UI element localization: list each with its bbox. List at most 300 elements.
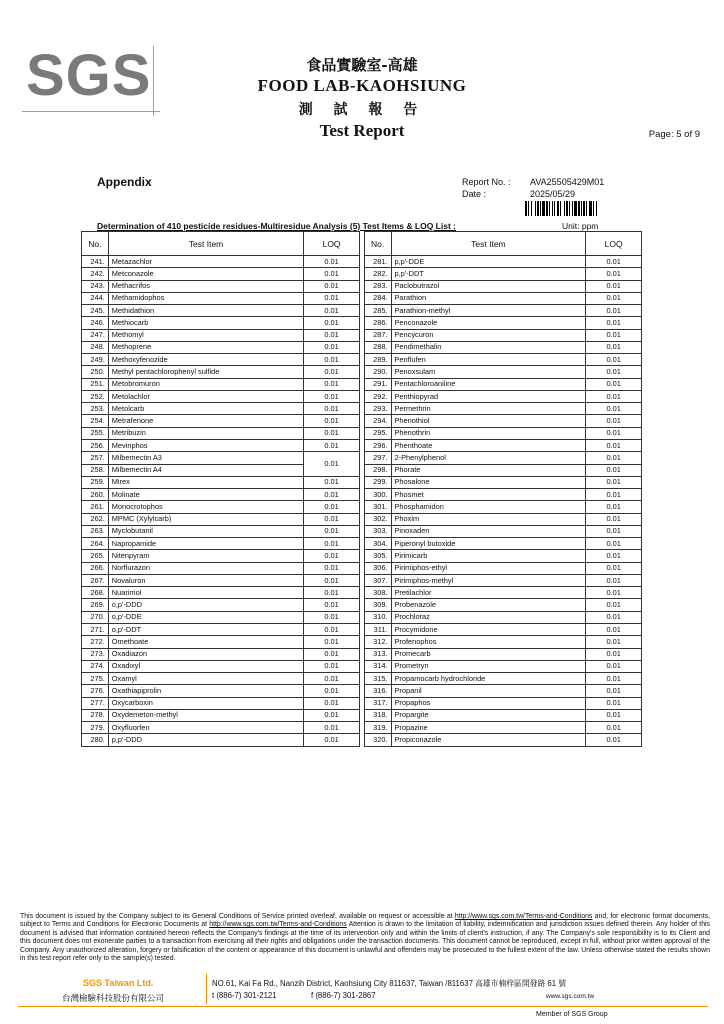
row-number: 278. bbox=[82, 709, 109, 721]
test-item: Phenthoate bbox=[391, 439, 586, 451]
table-row bbox=[82, 489, 642, 501]
test-item: Phenothiol bbox=[391, 415, 586, 427]
test-item: Methomyl bbox=[108, 329, 303, 341]
loq-value: 0.01 bbox=[304, 685, 360, 697]
test-item: Norflurazon bbox=[108, 562, 303, 574]
row-number: 243. bbox=[82, 280, 109, 292]
loq-table bbox=[81, 231, 642, 747]
loq-value: 0.01 bbox=[304, 709, 360, 721]
row-number: 241. bbox=[82, 256, 109, 268]
test-item: Metconazole bbox=[108, 268, 303, 280]
table-row bbox=[82, 734, 642, 746]
loq-value: 0.01 bbox=[586, 697, 642, 709]
loq-value: 0.01 bbox=[304, 636, 360, 648]
test-item: o,p'-DDD bbox=[108, 599, 303, 611]
loq-value: 0.01 bbox=[586, 636, 642, 648]
loq-value: 0.01 bbox=[586, 648, 642, 660]
loq-value: 0.01 bbox=[304, 660, 360, 672]
loq-value: 0.01 bbox=[304, 329, 360, 341]
loq-value: 0.01 bbox=[586, 513, 642, 525]
row-number: 245. bbox=[82, 305, 109, 317]
row-number: 248. bbox=[82, 341, 109, 353]
row-number: 297. bbox=[364, 452, 391, 464]
test-item: Omethoate bbox=[108, 636, 303, 648]
test-item: Phosmet bbox=[391, 489, 586, 501]
disclaimer-text-1: This document is issued by the Company subject to its General Conditions of Service printed overleaf, available on request or accessible at bbox=[20, 913, 455, 920]
test-item: Pencycuron bbox=[391, 329, 586, 341]
loq-value: 0.01 bbox=[586, 599, 642, 611]
row-number: 319. bbox=[364, 722, 391, 734]
table-row bbox=[82, 439, 642, 451]
loq-value: 0.01 bbox=[304, 305, 360, 317]
loq-value: 0.01 bbox=[586, 489, 642, 501]
report-title-cn: 測 試 報 告 bbox=[298, 102, 426, 118]
test-item: Novaluron bbox=[108, 574, 303, 586]
table-row bbox=[82, 636, 642, 648]
loq-value: 0.01 bbox=[304, 268, 360, 280]
loq-value: 0.01 bbox=[304, 292, 360, 304]
loq-value: 0.01 bbox=[304, 562, 360, 574]
test-item: Propargite bbox=[391, 709, 586, 721]
loq-value: 0.01 bbox=[304, 439, 360, 451]
test-item: Nuarimol bbox=[108, 587, 303, 599]
test-item: Pendimethalin bbox=[391, 341, 586, 353]
test-item: Metrafenone bbox=[108, 415, 303, 427]
row-number: 276. bbox=[82, 685, 109, 697]
loq-value: 0.01 bbox=[304, 722, 360, 734]
loq-value: 0.01 bbox=[586, 403, 642, 415]
report-date: 2025/05/29 bbox=[530, 189, 576, 199]
test-item: Oxamyl bbox=[108, 673, 303, 685]
row-number: 256. bbox=[82, 439, 109, 451]
table-row bbox=[82, 513, 642, 525]
table-row bbox=[82, 268, 642, 280]
test-item: Propiconazole bbox=[391, 734, 586, 746]
loq-value: 0.01 bbox=[304, 513, 360, 525]
test-item: Molinate bbox=[108, 489, 303, 501]
row-number: 246. bbox=[82, 317, 109, 329]
loq-value: 0.01 bbox=[586, 366, 642, 378]
row-number: 281. bbox=[364, 256, 391, 268]
loq-value: 0.01 bbox=[304, 427, 360, 439]
lab-name-cn: 食品實驗室-高雄 bbox=[306, 56, 418, 74]
test-item: o,p'-DDE bbox=[108, 611, 303, 623]
page-number: Page: 5 of 9 bbox=[648, 129, 700, 140]
test-item: Monocrotophos bbox=[108, 501, 303, 513]
loq-value: 0.01 bbox=[586, 415, 642, 427]
loq-value: 0.01 bbox=[586, 329, 642, 341]
loq-value: 0.01 bbox=[586, 427, 642, 439]
row-number: 284. bbox=[364, 292, 391, 304]
col-no-right: No. bbox=[364, 232, 391, 256]
test-item: Mirex bbox=[108, 476, 303, 488]
table-row bbox=[82, 709, 642, 721]
row-number: 242. bbox=[82, 268, 109, 280]
table-row bbox=[82, 660, 642, 672]
loq-value: 0.01 bbox=[586, 378, 642, 390]
row-number: 275. bbox=[82, 673, 109, 685]
test-item: Permethrin bbox=[391, 403, 586, 415]
loq-value: 0.01 bbox=[586, 439, 642, 451]
loq-value: 0.01 bbox=[586, 685, 642, 697]
row-number: 304. bbox=[364, 538, 391, 550]
table-row bbox=[82, 415, 642, 427]
footer-divider bbox=[206, 974, 207, 1004]
row-number: 318. bbox=[364, 709, 391, 721]
loq-value: 0.01 bbox=[586, 709, 642, 721]
company-website[interactable]: www.sgs.com.tw bbox=[546, 993, 595, 1000]
test-item: Methyl pentachlorophenyl sulfide bbox=[108, 366, 303, 378]
loq-value: 0.01 bbox=[304, 574, 360, 586]
loq-value: 0.01 bbox=[586, 292, 642, 304]
company-address: NO.61, Kai Fa Rd., Nanzih District, Kaohsiung City 811637, Taiwan /811637 高雄市楠梓區開發路 61 號 bbox=[212, 979, 567, 988]
row-number: 274. bbox=[82, 660, 109, 672]
test-item: Phorate bbox=[391, 464, 586, 476]
table-row bbox=[82, 673, 642, 685]
test-item: Promecarb bbox=[391, 648, 586, 660]
row-number: 298. bbox=[364, 464, 391, 476]
loq-value: 0.01 bbox=[304, 390, 360, 402]
row-number: 262. bbox=[82, 513, 109, 525]
company-name-en: SGS Taiwan Ltd. bbox=[83, 978, 154, 988]
loq-value: 0.01 bbox=[586, 538, 642, 550]
row-number: 286. bbox=[364, 317, 391, 329]
row-number: 312. bbox=[364, 636, 391, 648]
loq-value: 0.01 bbox=[304, 501, 360, 513]
loq-value: 0.01 bbox=[304, 648, 360, 660]
test-item: Propazine bbox=[391, 722, 586, 734]
loq-value: 0.01 bbox=[304, 587, 360, 599]
loq-value: 0.01 bbox=[586, 587, 642, 599]
row-number: 260. bbox=[82, 489, 109, 501]
test-item: Methamidophos bbox=[108, 292, 303, 304]
test-item: Phoxim bbox=[391, 513, 586, 525]
loq-value: 0.01 bbox=[304, 673, 360, 685]
row-number: 263. bbox=[82, 525, 109, 537]
row-number: 288. bbox=[364, 341, 391, 353]
row-number: 252. bbox=[82, 390, 109, 402]
row-number: 253. bbox=[82, 403, 109, 415]
row-number: 244. bbox=[82, 292, 109, 304]
test-item: Milbemectin A3 bbox=[108, 452, 303, 464]
loq-value: 0.01 bbox=[304, 734, 360, 746]
test-item: Milbemectin A4 bbox=[108, 464, 303, 476]
loq-value: 0.01 bbox=[304, 354, 360, 366]
loq-value: 0.01 bbox=[304, 341, 360, 353]
table-row bbox=[82, 648, 642, 660]
loq-value: 0.01 bbox=[586, 673, 642, 685]
row-number: 257. bbox=[82, 452, 109, 464]
loq-value: 0.01 bbox=[586, 611, 642, 623]
table-caption: Determination of 410 pesticide residues-Multiresidue Analysis (5) Test Items & LOQ List : bbox=[97, 221, 456, 231]
row-number: 301. bbox=[364, 501, 391, 513]
test-item: Pirimiphos-ethyl bbox=[391, 562, 586, 574]
test-item: Phosphamidon bbox=[391, 501, 586, 513]
test-item: Metribuzin bbox=[108, 427, 303, 439]
loq-value: 0.01 bbox=[304, 280, 360, 292]
loq-value: 0.01 bbox=[304, 476, 360, 488]
test-item: Penconazole bbox=[391, 317, 586, 329]
loq-value: 0.01 bbox=[304, 378, 360, 390]
row-number: 269. bbox=[82, 599, 109, 611]
test-item: Paclobutrazol bbox=[391, 280, 586, 292]
row-number: 249. bbox=[82, 354, 109, 366]
loq-value: 0.01 bbox=[304, 599, 360, 611]
loq-value: 0.01 bbox=[586, 660, 642, 672]
test-item: Piperonyl butoxide bbox=[391, 538, 586, 550]
test-item: Penflufen bbox=[391, 354, 586, 366]
row-number: 310. bbox=[364, 611, 391, 623]
row-number: 320. bbox=[364, 734, 391, 746]
row-number: 307. bbox=[364, 574, 391, 586]
row-number: 309. bbox=[364, 599, 391, 611]
section-title: Appendix bbox=[97, 175, 152, 189]
barcode bbox=[525, 201, 625, 216]
test-item: Parathion bbox=[391, 292, 586, 304]
loq-value: 0.01 bbox=[304, 366, 360, 378]
table-row bbox=[82, 501, 642, 513]
table-row bbox=[82, 341, 642, 353]
test-item: Pentachloroaniline bbox=[391, 378, 586, 390]
test-item: Propaphos bbox=[391, 697, 586, 709]
sgs-logo: SGS bbox=[26, 43, 152, 108]
company-name-cn: 台灣檢驗科技股份有限公司 bbox=[62, 994, 165, 1004]
test-item: p,p'-DDD bbox=[108, 734, 303, 746]
table-row bbox=[82, 562, 642, 574]
row-number: 267. bbox=[82, 574, 109, 586]
test-item: Propanil bbox=[391, 685, 586, 697]
test-item: p,p'-DDT bbox=[391, 268, 586, 280]
test-item: Procymidone bbox=[391, 623, 586, 635]
table-row bbox=[82, 525, 642, 537]
row-number: 285. bbox=[364, 305, 391, 317]
test-item: Phenothrin bbox=[391, 427, 586, 439]
test-item: Methoxyfenozide bbox=[108, 354, 303, 366]
table-row bbox=[82, 329, 642, 341]
row-number: 302. bbox=[364, 513, 391, 525]
test-item: Parathion-methyl bbox=[391, 305, 586, 317]
table-row bbox=[82, 427, 642, 439]
test-item: Oxathiapiprolin bbox=[108, 685, 303, 697]
loq-value: 0.01 bbox=[304, 550, 360, 562]
test-item: Oxadixyl bbox=[108, 660, 303, 672]
test-item: Oxadiazon bbox=[108, 648, 303, 660]
test-item: p,p'-DDE bbox=[391, 256, 586, 268]
row-number: 254. bbox=[82, 415, 109, 427]
row-number: 293. bbox=[364, 403, 391, 415]
row-number: 311. bbox=[364, 623, 391, 635]
table-row bbox=[82, 366, 642, 378]
test-item: Penoxsulam bbox=[391, 366, 586, 378]
row-number: 280. bbox=[82, 734, 109, 746]
table-row bbox=[82, 550, 642, 562]
disclaimer-text-3: Attention is drawn to the limitation of liability, indemnification and jurisdiction issues defined therein. Any holder of this document is advised that information contained hereon reflects the Company's findings at the time of its intervention only and within the limits of client's instruction, if any. The Company's sole responsibility is to its Client and this document does not exonerate parties to a transaction from exercising all their rights and obligations under the transaction documents. This document cannot be reproduced, except in full, without prior written approval of the Company. Any unauthorized alteration, forgery or falsification of the content or appearance of this document is unlawful and offenders may be prosecuted to the fullest extent of the law. Unless otherwise stated the results shown in this test report refer only to the sample(s) tested. bbox=[20, 921, 711, 963]
loq-value: 0.01 bbox=[586, 317, 642, 329]
table-row bbox=[82, 305, 642, 317]
test-item: Oxycarboxin bbox=[108, 697, 303, 709]
test-item: Profenophos bbox=[391, 636, 586, 648]
col-loq: LOQ bbox=[304, 232, 360, 256]
row-number: 291. bbox=[364, 378, 391, 390]
loq-value: 0.01 bbox=[304, 452, 360, 477]
loq-value: 0.01 bbox=[304, 611, 360, 623]
loq-value: 0.01 bbox=[586, 464, 642, 476]
row-number: 303. bbox=[364, 525, 391, 537]
row-number: 259. bbox=[82, 476, 109, 488]
test-item: Methidathion bbox=[108, 305, 303, 317]
member-label: Member of SGS Group bbox=[536, 1011, 608, 1018]
loq-value: 0.01 bbox=[304, 415, 360, 427]
row-number: 279. bbox=[82, 722, 109, 734]
loq-value: 0.01 bbox=[586, 354, 642, 366]
row-number: 292. bbox=[364, 390, 391, 402]
disclaimer-text-2: and, for electronic format documents, subject to Terms and Conditions for Electronic Documents at bbox=[20, 913, 710, 929]
col-item: Test Item bbox=[108, 232, 303, 256]
row-number: 316. bbox=[364, 685, 391, 697]
loq-value: 0.01 bbox=[586, 305, 642, 317]
row-number: 308. bbox=[364, 587, 391, 599]
loq-value: 0.01 bbox=[586, 452, 642, 464]
row-number: 306. bbox=[364, 562, 391, 574]
test-item: Nitenpyram bbox=[108, 550, 303, 562]
terms-link-2[interactable]: http://www.sgs.com.tw/Terms-and-Conditions bbox=[209, 921, 347, 929]
row-number: 296. bbox=[364, 439, 391, 451]
row-number: 289. bbox=[364, 354, 391, 366]
row-number: 268. bbox=[82, 587, 109, 599]
col-no: No. bbox=[82, 232, 109, 256]
row-number: 264. bbox=[82, 538, 109, 550]
table-row bbox=[82, 538, 642, 550]
table-row bbox=[82, 378, 642, 390]
table-row bbox=[82, 623, 642, 635]
test-item: Propamocarb hydrochloride bbox=[391, 673, 586, 685]
table-row bbox=[82, 390, 642, 402]
terms-link-1[interactable]: http://www.sgs.com.tw/Terms-and-Conditions bbox=[454, 913, 593, 920]
table-row bbox=[82, 587, 642, 599]
col-item-right: Test Item bbox=[391, 232, 586, 256]
test-item: Methiocarb bbox=[108, 317, 303, 329]
test-item: Probenazole bbox=[391, 599, 586, 611]
test-item: Phosalone bbox=[391, 476, 586, 488]
row-number: 313. bbox=[364, 648, 391, 660]
loq-value: 0.01 bbox=[304, 623, 360, 635]
loq-value: 0.01 bbox=[586, 268, 642, 280]
loq-value: 0.01 bbox=[586, 256, 642, 268]
row-number: 300. bbox=[364, 489, 391, 501]
table-header-row bbox=[82, 232, 642, 256]
test-item: Napropamide bbox=[108, 538, 303, 550]
row-number: 287. bbox=[364, 329, 391, 341]
table-row bbox=[82, 292, 642, 304]
table-row bbox=[82, 280, 642, 292]
test-item: Methoprene bbox=[108, 341, 303, 353]
loq-value: 0.01 bbox=[304, 525, 360, 537]
table-row bbox=[82, 611, 642, 623]
test-item: Prometryn bbox=[391, 660, 586, 672]
row-number: 317. bbox=[364, 697, 391, 709]
table-row bbox=[82, 685, 642, 697]
row-number: 250. bbox=[82, 366, 109, 378]
test-item: Metazachlor bbox=[108, 256, 303, 268]
table-row bbox=[82, 697, 642, 709]
test-item: 2-Phenylphenol bbox=[391, 452, 586, 464]
company-fax: f (886-7) 301-2867 bbox=[311, 991, 376, 1000]
loq-value: 0.01 bbox=[586, 476, 642, 488]
loq-value: 0.01 bbox=[586, 341, 642, 353]
loq-value: 0.01 bbox=[586, 623, 642, 635]
table-row bbox=[82, 464, 642, 476]
row-number: 314. bbox=[364, 660, 391, 672]
loq-value: 0.01 bbox=[304, 538, 360, 550]
test-item: Mevinphos bbox=[108, 439, 303, 451]
row-number: 315. bbox=[364, 673, 391, 685]
row-number: 273. bbox=[82, 648, 109, 660]
loq-value: 0.01 bbox=[304, 697, 360, 709]
row-number: 251. bbox=[82, 378, 109, 390]
date-label: Date : bbox=[462, 189, 487, 199]
test-item: Myclobutanil bbox=[108, 525, 303, 537]
report-no: AVA25505429M01 bbox=[530, 177, 605, 187]
report-no-label: Report No. : bbox=[462, 177, 511, 187]
row-number: 272. bbox=[82, 636, 109, 648]
test-item: Pinoxaden bbox=[391, 525, 586, 537]
company-phone: t (886-7) 301-2121 bbox=[212, 991, 277, 1000]
report-title-en: Test Report bbox=[319, 121, 405, 140]
test-item: o,p'-DDT bbox=[108, 623, 303, 635]
loq-value: 0.01 bbox=[586, 562, 642, 574]
row-number: 294. bbox=[364, 415, 391, 427]
loq-value: 0.01 bbox=[586, 550, 642, 562]
test-item: Pirimiphos-methyl bbox=[391, 574, 586, 586]
table-row bbox=[82, 476, 642, 488]
loq-value: 0.01 bbox=[586, 574, 642, 586]
test-item: Metobromuron bbox=[108, 378, 303, 390]
row-number: 258. bbox=[82, 464, 109, 476]
loq-value: 0.01 bbox=[586, 722, 642, 734]
lab-name-en: FOOD LAB-KAOHSIUNG bbox=[257, 76, 467, 95]
row-number: 270. bbox=[82, 611, 109, 623]
col-loq-right: LOQ bbox=[586, 232, 642, 256]
disclaimer bbox=[20, 913, 710, 963]
test-item: Methacrifos bbox=[108, 280, 303, 292]
row-number: 290. bbox=[364, 366, 391, 378]
footer-rule bbox=[18, 1006, 708, 1007]
loq-value: 0.01 bbox=[586, 390, 642, 402]
test-item: Pirimicarb bbox=[391, 550, 586, 562]
test-item: Pretilachlor bbox=[391, 587, 586, 599]
row-number: 255. bbox=[82, 427, 109, 439]
row-number: 271. bbox=[82, 623, 109, 635]
test-item: Prochloraz bbox=[391, 611, 586, 623]
loq-value: 0.01 bbox=[304, 317, 360, 329]
row-number: 261. bbox=[82, 501, 109, 513]
table-row bbox=[82, 722, 642, 734]
test-item: Oxyfluorfen bbox=[108, 722, 303, 734]
row-number: 277. bbox=[82, 697, 109, 709]
loq-value: 0.01 bbox=[586, 734, 642, 746]
table-row bbox=[82, 317, 642, 329]
loq-value: 0.01 bbox=[304, 256, 360, 268]
test-item: Oxydemeton-methyl bbox=[108, 709, 303, 721]
loq-value: 0.01 bbox=[304, 489, 360, 501]
row-number: 282. bbox=[364, 268, 391, 280]
row-number: 265. bbox=[82, 550, 109, 562]
loq-value: 0.01 bbox=[304, 403, 360, 415]
table-row bbox=[82, 452, 642, 464]
row-number: 283. bbox=[364, 280, 391, 292]
loq-value: 0.01 bbox=[586, 501, 642, 513]
table-row bbox=[82, 256, 642, 268]
